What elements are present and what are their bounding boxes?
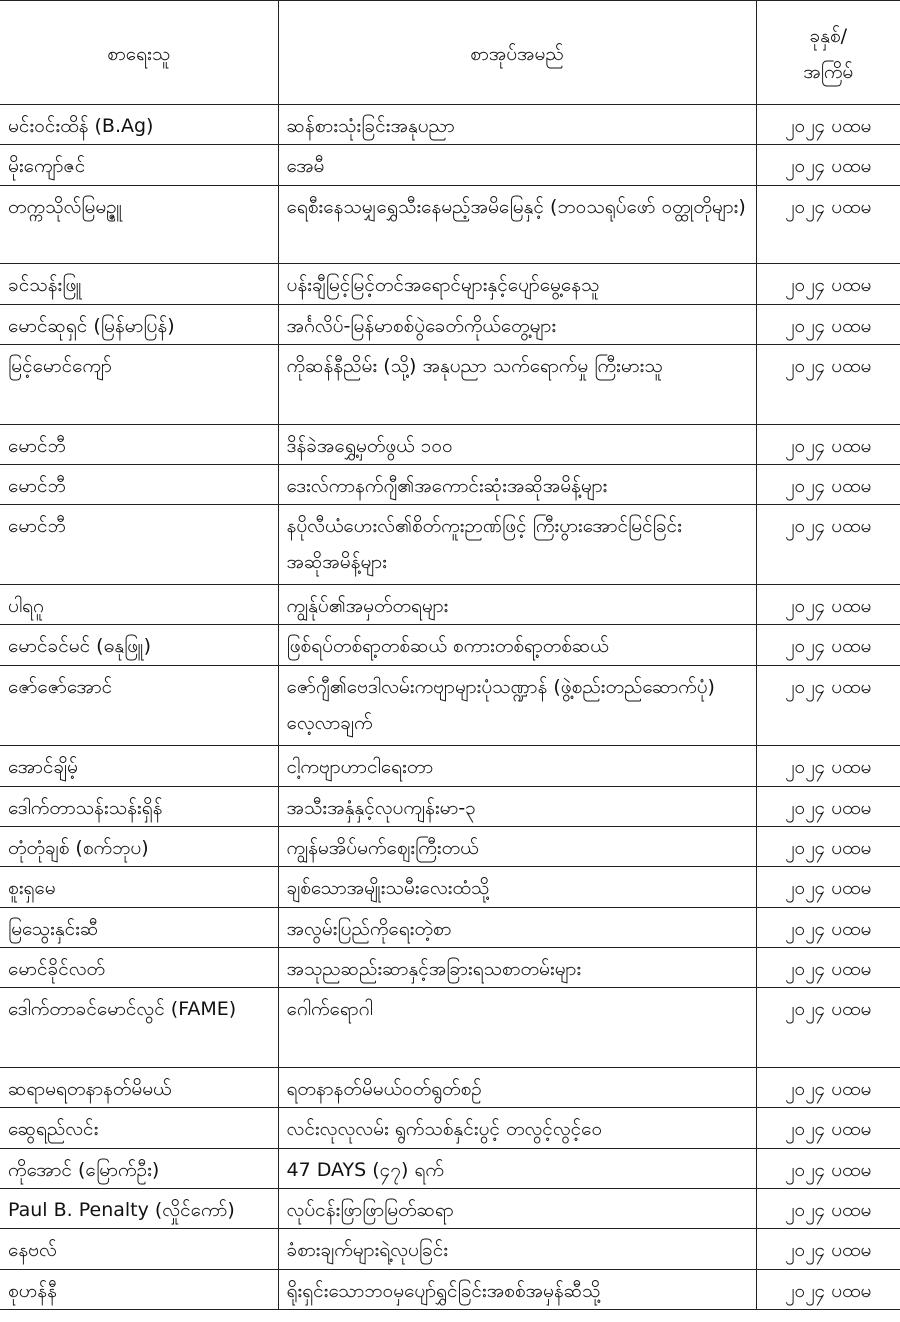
table-row (0, 344, 900, 424)
author-cell: မောင်ဘီ (0, 505, 278, 585)
table-row (0, 746, 900, 786)
title-cell: လုပ်ငန်းဖြာဖြာမြတ်ဆရာ (278, 1188, 756, 1228)
title-cell: ကျွန်ုပ်၏အမှတ်တရများ (278, 584, 756, 624)
header-edition (756, 1, 900, 105)
author-cell: နေဗလ် (0, 1229, 278, 1269)
edition-cell: ၂၀၂၄ ပထမ (756, 1067, 900, 1107)
title-cell: ဒေးလ်ကာနက်ဂျီ၏အကောင်းဆုံးအဆိုအမိန့်များ (278, 464, 756, 504)
title-cell: ခံစားချက်များရဲ့လုပခြင်း (278, 1229, 756, 1269)
author-cell: ကိုအောင် (မြောက်ဦး) (0, 1148, 278, 1188)
table-row (0, 867, 900, 907)
author-cell: ဒေါက်တာသန်းသန်းရှိန် (0, 786, 278, 826)
title-cell: ရိုးရှင်းသောဘဝမှပျော်ရွှင်ခြင်းအစစ်အမှန်ဆီသို့ (278, 1269, 756, 1310)
table-row (0, 1269, 900, 1310)
title-cell: ရေစီးနေသမျှရွှေသီးနေမည့်အမိမြေနှင့် (ဘဝသရုပ်ဖော် ဝတ္ထုတိုများ) (278, 185, 756, 264)
edition-cell: ၂၀၂၄ ပထမ (756, 1269, 900, 1310)
title-cell: ကျွန်မအိပ်မက်ဈေးကြီးတယ် (278, 826, 756, 866)
author-cell: မင်းဝင်းထိန် (B.Ag) (0, 105, 278, 145)
edition-cell: ၂၀၂၄ ပထမ (756, 625, 900, 665)
author-cell: တက္ကသိုလ်မြမဥ္ဇူ (0, 185, 278, 264)
table-row (0, 1067, 900, 1107)
author-cell: စူးရှမေ (0, 867, 278, 907)
table-row (0, 947, 900, 987)
edition-cell: ၂၀၂၄ ပထမ (756, 344, 900, 424)
author-cell: စုဟန်နီ (0, 1269, 278, 1310)
title-cell: လင်းလုလုလမ်း ရွက်သစ်နှင်းပွင့် တလွင့်လွင့်ဝေ (278, 1108, 756, 1148)
title-cell: ရတနာနတ်မိမယ်ဝတ်ရွတ်စဉ် (278, 1067, 756, 1107)
edition-cell: ၂၀၂၄ ပထမ (756, 264, 900, 304)
author-cell: မောင်ဘီ (0, 464, 278, 504)
edition-cell: ၂၀၂၄ ပထမ (756, 988, 900, 1068)
edition-cell: ၂၀၂၄ ပထမ (756, 1148, 900, 1188)
table-row (0, 907, 900, 947)
edition-cell: ၂၀၂၄ ပထမ (756, 185, 900, 264)
table-row (0, 304, 900, 344)
edition-cell: ၂၀၂၄ ပထမ (756, 1229, 900, 1269)
edition-cell: ၂၀၂၄ ပထမ (756, 907, 900, 947)
title-cell: အင်္ဂလိပ်-မြန်မာစစ်ပွဲခေတ်ကိုယ်တွေ့များ (278, 304, 756, 344)
table-row (0, 1188, 900, 1228)
title-cell: ဂေါက်ရောဂါ (278, 988, 756, 1068)
table-row (0, 424, 900, 464)
table-row (0, 625, 900, 665)
author-cell: မြသွေးနှင်းဆီ (0, 907, 278, 947)
table-row (0, 505, 900, 585)
edition-cell: ၂၀၂၄ ပထမ (756, 464, 900, 504)
edition-cell: ၂၀၂၄ ပထမ (756, 1188, 900, 1228)
table-row (0, 264, 900, 304)
header-title: စာအုပ်အမည် (278, 1, 756, 105)
title-cell: အလွမ်းပြည်ကိုရေးတဲ့စာ (278, 907, 756, 947)
table-row (0, 826, 900, 866)
edition-cell: ၂၀၂၄ ပထမ (756, 867, 900, 907)
table-row (0, 1148, 900, 1188)
table-row (0, 786, 900, 826)
edition-cell: ၂၀၂၄ ပထမ (756, 584, 900, 624)
edition-cell: ၂၀၂၄ ပထမ (756, 947, 900, 987)
author-cell: မြင့်မောင်ကျော် (0, 344, 278, 424)
edition-cell: ၂၀၂၄ ပထမ (756, 145, 900, 185)
header-edition-line2: အကြိမ် (803, 61, 854, 83)
title-cell: ချစ်သောအမျိုးသမီးလေးထံသို့ (278, 867, 756, 907)
author-cell: မောင်ဘီ (0, 424, 278, 464)
table-row (0, 665, 900, 746)
title-cell: ဒိန်ခဲအရွှေ့မှတ်ဖွယ် ၁၀၀ (278, 424, 756, 464)
title-cell: နပိုလီယံဟေးလ်၏စိတ်ကူးဉာဏ်ဖြင့် ကြီးပွားအောင်မြင်ခြင်း အဆိုအမိန့်များ (278, 505, 756, 585)
author-cell: ခင်သန်းဖြူ (0, 264, 278, 304)
author-cell: မောင်ဆုရှင် (မြန်မာပြန်) (0, 304, 278, 344)
title-cell: 47 DAYS (၄၇) ရက် (278, 1148, 756, 1188)
title-cell: ငါ့ကဗျာဟာငါရေးတာ (278, 746, 756, 786)
table-row (0, 145, 900, 185)
edition-cell: ၂၀၂၄ ပထမ (756, 304, 900, 344)
author-cell: တုံတုံချစ် (စက်ဘုပ) (0, 826, 278, 866)
author-cell: မိုးကျော်ဇင် (0, 145, 278, 185)
title-cell: ဆန်စားသုံးခြင်းအနုပညာ (278, 105, 756, 145)
edition-cell: ၂၀၂၄ ပထမ (756, 505, 900, 585)
author-cell: ဒေါက်တာခင်မောင်လွင် (FAME) (0, 988, 278, 1068)
edition-cell: ၂၀၂၄ ပထမ (756, 665, 900, 746)
table-row (0, 105, 900, 145)
table-row (0, 584, 900, 624)
title-cell: ဖြစ်ရပ်တစ်ရာ့တစ်ဆယ် စကားတစ်ရာ့တစ်ဆယ် (278, 625, 756, 665)
title-cell: ပန်းချီမြင့်မြင့်တင်အရောင်များနှင့်ပျော်မွေ့နေသူ (278, 264, 756, 304)
author-cell: ဆရာမရတနာနတ်မိမယ် (0, 1067, 278, 1107)
title-cell: ဇော်ဂျီ၏ဗေဒါလမ်းကဗျာများပုံသဏ္ဍာန် (ဖွဲ့စည်းတည်ဆောက်ပုံ) လေ့လာချက် (278, 665, 756, 746)
header-author: စာရေးသူ (0, 1, 278, 105)
edition-cell: ၂၀၂၄ ပထမ (756, 746, 900, 786)
header-row (0, 1, 900, 105)
header-edition-line1: ခုနှစ်/ (809, 25, 848, 47)
table-row (0, 1108, 900, 1148)
title-cell: ကိုဆန်နီညိမ်း (သို့) အနုပညာ သက်ရောက်မှု ကြီးမားသူ (278, 344, 756, 424)
table-row (0, 988, 900, 1068)
table-row (0, 464, 900, 504)
author-cell: Paul B. Penalty (လှိုင်ကော်) (0, 1188, 278, 1228)
edition-cell: ၂၀၂၄ ပထမ (756, 826, 900, 866)
edition-cell: ၂၀၂၄ ပထမ (756, 424, 900, 464)
title-cell: အေမီ (278, 145, 756, 185)
title-cell: အသီးအနှံနှင့်လုပကျန်းမာ-၃ (278, 786, 756, 826)
table-row (0, 185, 900, 264)
author-cell: မောင်ခိုင်လတ် (0, 947, 278, 987)
author-cell: ဇော်ဇော်အောင် (0, 665, 278, 746)
title-cell: အသုညဆည်းဆာနှင့်အခြားရသစာတမ်းများ (278, 947, 756, 987)
author-cell: မောင်ခင်မင် (ဓနုဖြူ) (0, 625, 278, 665)
author-cell: အောင်ချိမ့် (0, 746, 278, 786)
author-cell: ဆွေရည်လင်း (0, 1108, 278, 1148)
edition-cell: ၂၀၂၄ ပထမ (756, 786, 900, 826)
edition-cell: ၂၀၂၄ ပထမ (756, 105, 900, 145)
author-cell: ပါရဂူ (0, 584, 278, 624)
edition-cell: ၂၀၂၄ ပထမ (756, 1108, 900, 1148)
table-row (0, 1229, 900, 1269)
